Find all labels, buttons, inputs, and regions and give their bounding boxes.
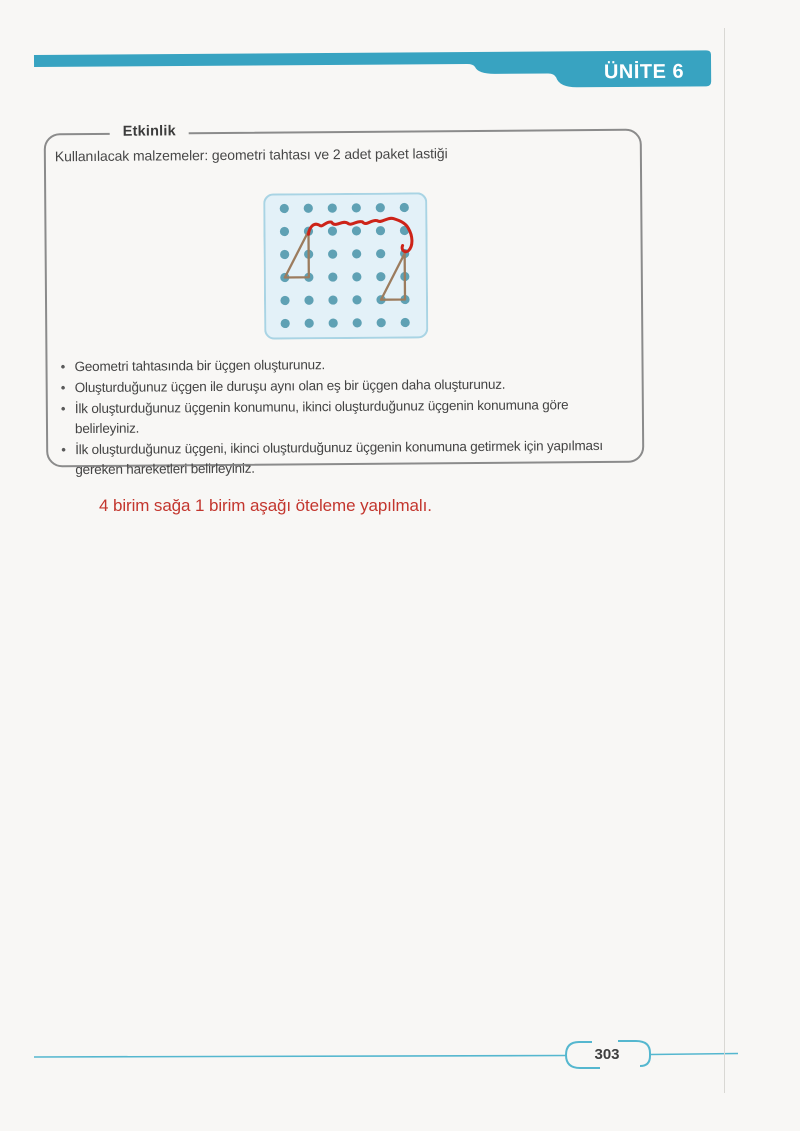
- geoboard-peg: [352, 203, 361, 212]
- geoboard-peg: [352, 295, 361, 304]
- geoboard-peg: [352, 249, 361, 258]
- geoboard-peg: [376, 272, 385, 281]
- geoboard-peg: [376, 226, 385, 235]
- geoboard-peg: [328, 295, 337, 304]
- geoboard-peg: [328, 249, 337, 258]
- geoboard-peg: [280, 204, 289, 213]
- geoboard-peg: [328, 272, 337, 281]
- unit-label: ÜNİTE 6: [603, 60, 685, 84]
- page-edge-line: [724, 28, 725, 1093]
- geoboard-peg: [400, 203, 409, 212]
- geoboard-peg: [401, 318, 410, 327]
- geoboard-peg: [352, 272, 361, 281]
- instruction-item: • İlk oluşturduğunuz üçgenin konumunu, ikinci oluşturduğunuz üçgenin konumuna göre belirleyiniz.: [58, 395, 636, 440]
- geoboard-peg: [281, 319, 290, 328]
- geoboard-peg: [353, 318, 362, 327]
- materials-text: Kullanılacak malzemeler: geometri tahtası ve 2 adet paket lastiği: [54, 145, 448, 165]
- geoboard-peg: [376, 249, 385, 258]
- geoboard-peg: [304, 204, 313, 213]
- footer-rule: [0, 1020, 800, 1080]
- geoboard-peg: [329, 318, 338, 327]
- geoboard-peg: [328, 203, 337, 212]
- page-number: 303: [594, 1046, 620, 1063]
- geoboard-peg: [377, 318, 386, 327]
- activity-box: [44, 123, 645, 478]
- geoboard-peg: [280, 296, 289, 305]
- geoboard-peg: [376, 203, 385, 212]
- geoboard-peg: [328, 226, 337, 235]
- instruction-item: • Geometri tahtasında bir üçgen oluşturunuz.: [57, 353, 635, 378]
- geoboard-figure: [263, 192, 428, 339]
- geoboard-svg: [263, 192, 428, 339]
- instruction-list: [57, 353, 636, 482]
- geoboard-peg: [280, 227, 289, 236]
- instruction-item: • İlk oluşturduğunuz üçgeni, ikinci oluşturduğunuz üçgenin konumuna getirmek için yapılması gereken hareketleri belirleyiniz.: [58, 436, 636, 481]
- geoboard-board: [264, 193, 427, 338]
- geoboard-peg: [305, 319, 314, 328]
- geoboard-peg: [280, 250, 289, 259]
- instruction-item: • Oluşturduğunuz üçgen ile duruşu aynı olan eş bir üçgen daha oluşturunuz.: [58, 374, 636, 399]
- geoboard-peg: [304, 296, 313, 305]
- footer-line-left: [34, 1056, 566, 1058]
- header-bar: [0, 0, 800, 110]
- answer-text: 4 birim sağa 1 birim aşağı öteleme yapılmalı.: [99, 496, 432, 515]
- activity-title: Etkinlik: [110, 123, 189, 140]
- geoboard-peg: [352, 226, 361, 235]
